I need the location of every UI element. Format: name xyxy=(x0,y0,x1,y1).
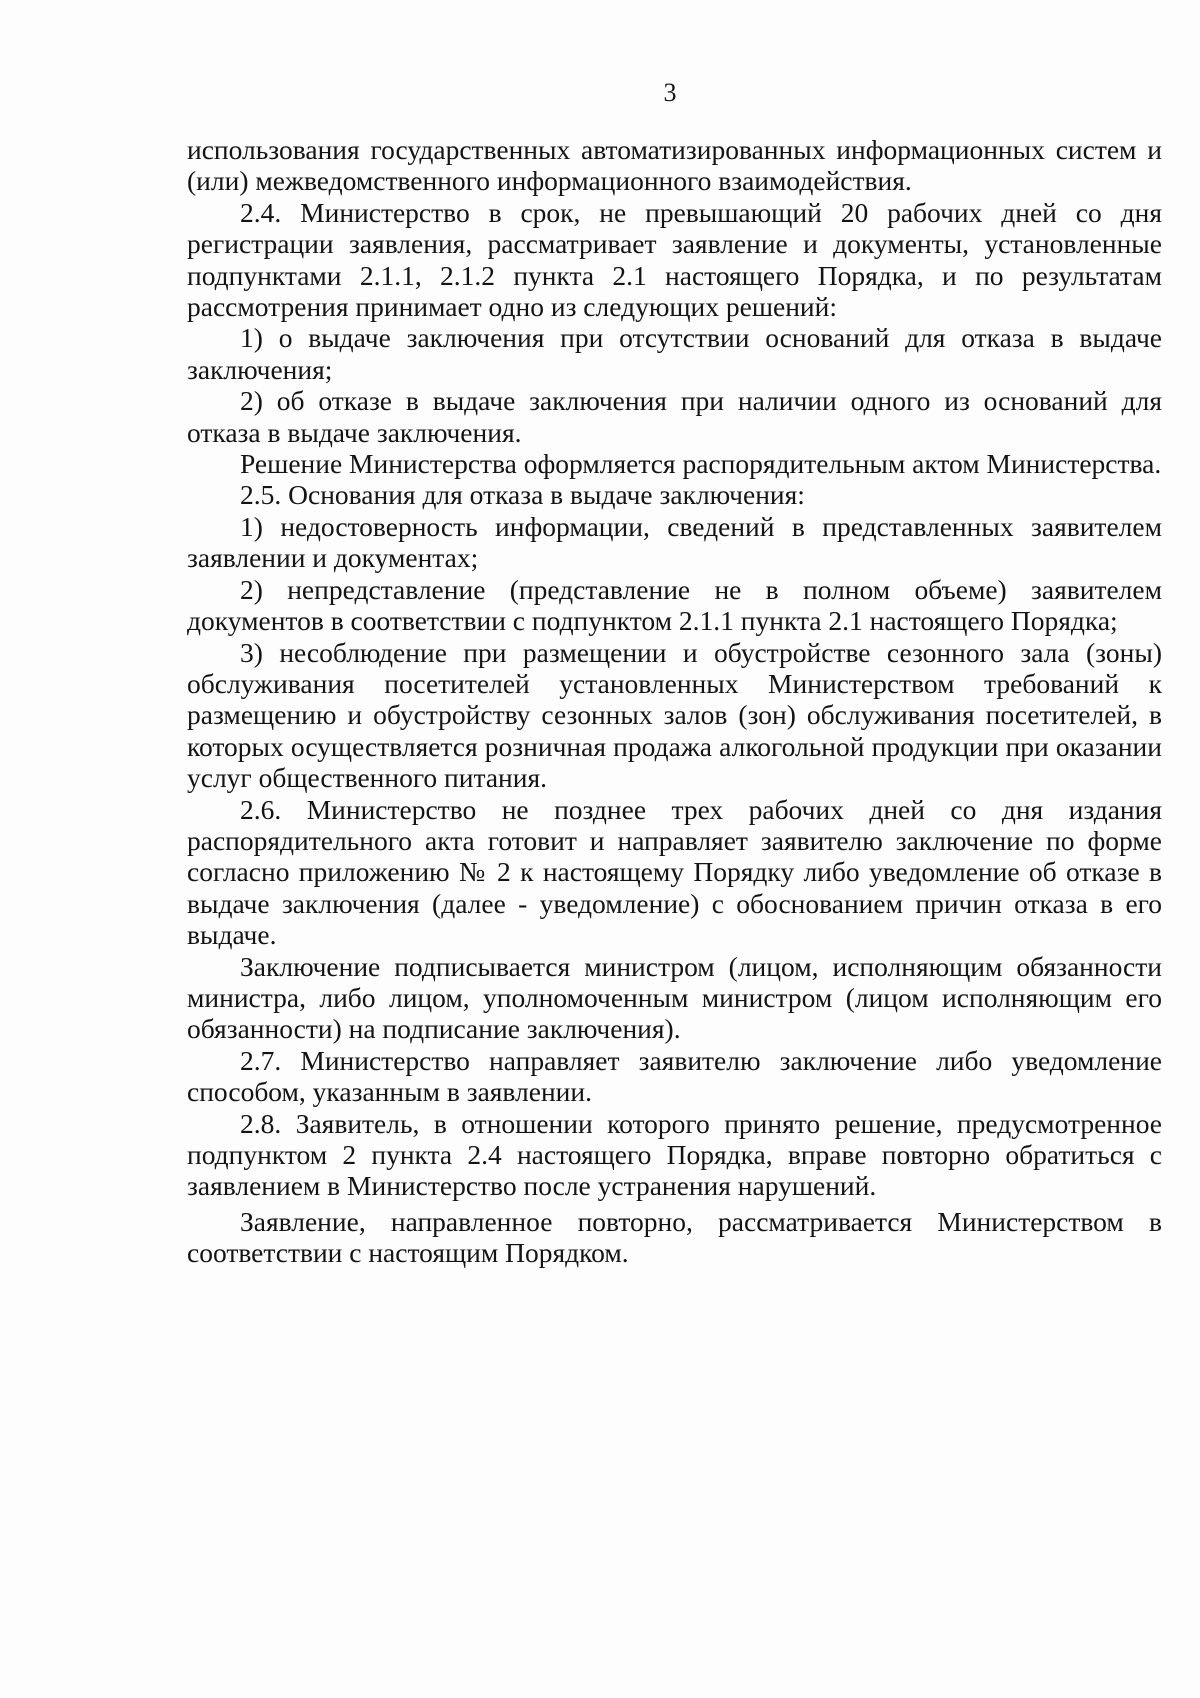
paragraph-2-5-item-1: 1) недостоверность информации, сведений в представленных заявителем заявлении и документах; xyxy=(187,510,1162,574)
paragraph-2-7: 2.7. Министерство направляет заявителю заключение либо уведомление способом, указанным в заявлении. xyxy=(187,1044,1162,1108)
paragraph-decision: Решение Министерства оформляется распорядительным актом Министерства. xyxy=(240,448,1162,480)
paragraph-repeat-application: Заявление, направленное повторно, рассматривается Министерством в соответствии с настоящим Порядком. xyxy=(187,1205,1162,1269)
paragraph-2-6: 2.6. Министерство не позднее трех рабочих дней со дня издания распорядительного акта готовит и направляет заявителю заключение по форме согласно приложению № 2 к настоящему Порядку либо уведомление об отказе в выдаче заключения (далее - уведомление) с обоснованием причин отказа в его выдаче. xyxy=(187,793,1162,951)
paragraph-2-4: 2.4. Министерство в срок, не превышающий 20 рабочих дней со дня регистрации заявления, рассматривает заявление и документы, установленные подпунктами 2.1.1, 2.1.2 пункта 2.1 настоящего Порядка, и по результатам рассмотрения принимает одно из следующих решений: xyxy=(187,196,1162,323)
paragraph-2-5-item-3: 3) несоблюдение при размещении и обустройстве сезонного зала (зоны) обслуживания посетителей установленных Министерством требований к размещению и обустройству сезонных залов (зон) обслуживания посетителей, в которых осуществляется розничная продажа алкогольной продукции при оказании услуг общественного питания. xyxy=(187,636,1162,794)
paragraph-signing: Заключение подписывается министром (лицом, исполняющим обязанности министра, либо лицом, уполномоченным министром (лицом исполняющим его обязанности) на подписание заключения). xyxy=(187,950,1162,1045)
paragraph-2-8: 2.8. Заявитель, в отношении которого принято решение, предусмотренное подпунктом 2 пункта 2.4 настоящего Порядка, вправе повторно обратиться с заявлением в Министерство после устранения нарушений. xyxy=(187,1107,1162,1202)
paragraph-2-4-item-2: 2) об отказе в выдаче заключения при наличии одного из оснований для отказа в выдаче заключения. xyxy=(187,385,1162,448)
paragraph-2-5: 2.5. Основания для отказа в выдаче заключения: xyxy=(240,479,805,511)
paragraph-2-4-item-1: 1) о выдаче заключения при отсутствии оснований для отказа в выдаче заключения; xyxy=(187,322,1162,385)
paragraph-2-5-item-2: 2) непредставление (представление не в полном объеме) заявителем документов в соответствии с подпунктом 2.1.1 пункта 2.1 настоящего Порядка; xyxy=(187,573,1162,637)
page-number: 3 xyxy=(663,78,677,107)
paragraph-continuation: использования государственных автоматизированных информационных систем и (или) межведомственного информационного взаимодействия. xyxy=(187,134,1162,197)
document-body xyxy=(187,134,1162,1269)
